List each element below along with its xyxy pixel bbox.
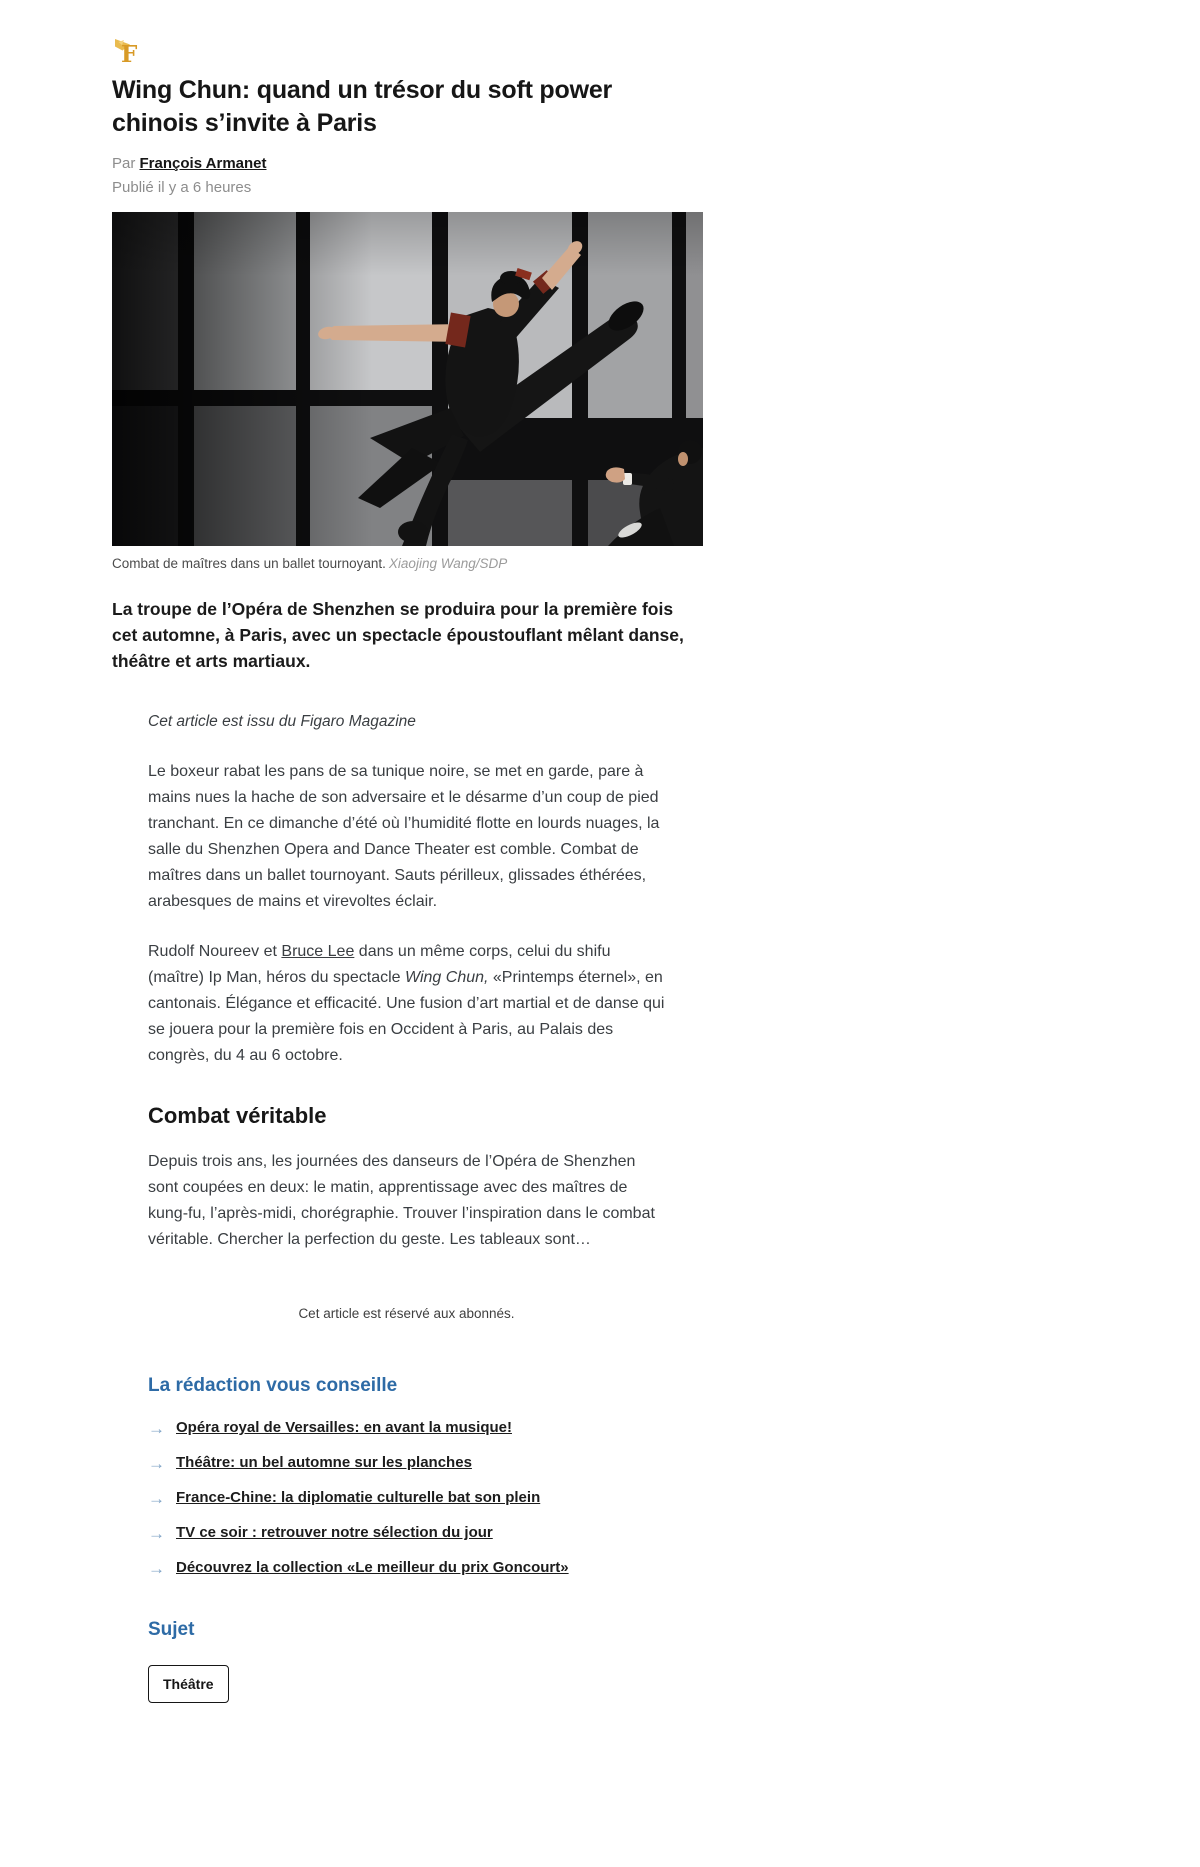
source-note: Cet article est issu du Figaro Magazine — [148, 712, 416, 730]
recommendations-list — [148, 1419, 665, 1577]
hero-figure — [112, 212, 703, 574]
recommendation-item — [148, 1419, 665, 1437]
recommendation-link[interactable]: France-Chine: la diplomatie culturelle bat son plein — [176, 1489, 541, 1507]
article-paragraph — [148, 939, 665, 1069]
arrow-right-icon: → — [148, 1418, 165, 1438]
svg-text:F: F — [121, 41, 138, 66]
hero-image — [112, 212, 703, 546]
recommendations-section — [148, 1373, 665, 1577]
recommendation-item — [148, 1489, 665, 1507]
inline-link[interactable]: Bruce Lee — [281, 942, 355, 960]
article-paragraph — [148, 1149, 665, 1253]
arrow-right-icon: → — [148, 1558, 165, 1578]
subject-tag[interactable]: Théâtre — [148, 1665, 229, 1703]
recommendation-item — [148, 1454, 665, 1472]
recommendations-title: La rédaction vous conseille — [148, 1375, 398, 1397]
hero-caption: Combat de maîtres dans un ballet tournoyant. — [112, 556, 386, 571]
article-column — [112, 0, 703, 1703]
recommendation-link[interactable]: Découvrez la collection «Le meilleur du prix Goncourt» — [176, 1559, 569, 1577]
author-link[interactable]: François Armanet — [139, 155, 267, 172]
article-body-column — [148, 709, 665, 1703]
arrow-right-icon: → — [148, 1523, 165, 1543]
article-title: Wing Chun: quand un trésor du soft power chinois s’invite à Paris — [112, 76, 613, 137]
section-heading: Combat véritable — [148, 1102, 327, 1128]
text-segment: dans un même corps, celui du shifu (maître) Ip Man, héros du spectacle — [148, 942, 611, 986]
text-segment: Depuis trois ans, les journées des danseurs de l’Opéra de Shenzhen sont coupées en deux: le matin, apprentissage avec des maîtres de kung-fu, l’après-midi, chorégraphie. Trouver l’inspiration dans le combat véritable. Chercher la perfection du geste. Les tableaux sont… — [148, 1153, 655, 1249]
subject-title: Sujet — [148, 1619, 195, 1641]
text-segment: Rudolf Noureev et — [148, 942, 282, 960]
text-segment: Le boxeur rabat les pans de sa tunique noire, se met en garde, pare à mains nues la hache de son adversaire et le désarme d’un coup de pied tranchant. En ce dimanche d’été où l’humidité flotte en lourds nuages, la salle du Shenzhen Opera and Dance Theater est comble. Combat de maîtres dans un ballet tournoyant. Sauts périlleux, glissades éthérées, arabesques de mains et virevoltes éclair. — [148, 762, 660, 910]
recommendation-link[interactable]: Opéra royal de Versailles: en avant la musique! — [176, 1419, 512, 1437]
paywall-notice: Cet article est réservé aux abonnés. — [298, 1306, 515, 1322]
article-body — [148, 759, 665, 1253]
article-lead: La troupe de l’Opéra de Shenzhen se produira pour la première fois cet automne, à Paris, avec un spectacle époustouflant mêlant danse, théâtre et arts martiaux. — [112, 598, 684, 672]
article-paragraph — [148, 759, 665, 915]
byline — [112, 155, 703, 172]
published-time: Publié il y a 6 heures — [112, 179, 252, 196]
text-segment: «Printemps éternel», en cantonais. Élégance et efficacité. Une fusion d’art martial et de danse qui se jouera pour la première fois en Occident à Paris, au Palais des congrès, du 4 au 6 octobre. — [148, 968, 665, 1064]
recommendation-link[interactable]: Théâtre: un bel automne sur les planches — [176, 1454, 472, 1472]
figaro-logo-icon[interactable] — [112, 36, 142, 66]
recommendation-item — [148, 1524, 665, 1542]
arrow-right-icon: → — [148, 1453, 165, 1473]
recommendation-item — [148, 1559, 665, 1577]
byline-prefix: Par — [112, 155, 140, 172]
arrow-right-icon: → — [148, 1488, 165, 1508]
italic-text: Wing Chun, — [405, 968, 489, 986]
subject-section — [148, 1617, 665, 1703]
hero-caption-row — [112, 555, 703, 574]
hero-credit: Xiaojing Wang/SDP — [388, 556, 508, 571]
tag-list — [148, 1663, 665, 1703]
recommendation-link[interactable]: TV ce soir : retrouver notre sélection du jour — [176, 1524, 493, 1542]
